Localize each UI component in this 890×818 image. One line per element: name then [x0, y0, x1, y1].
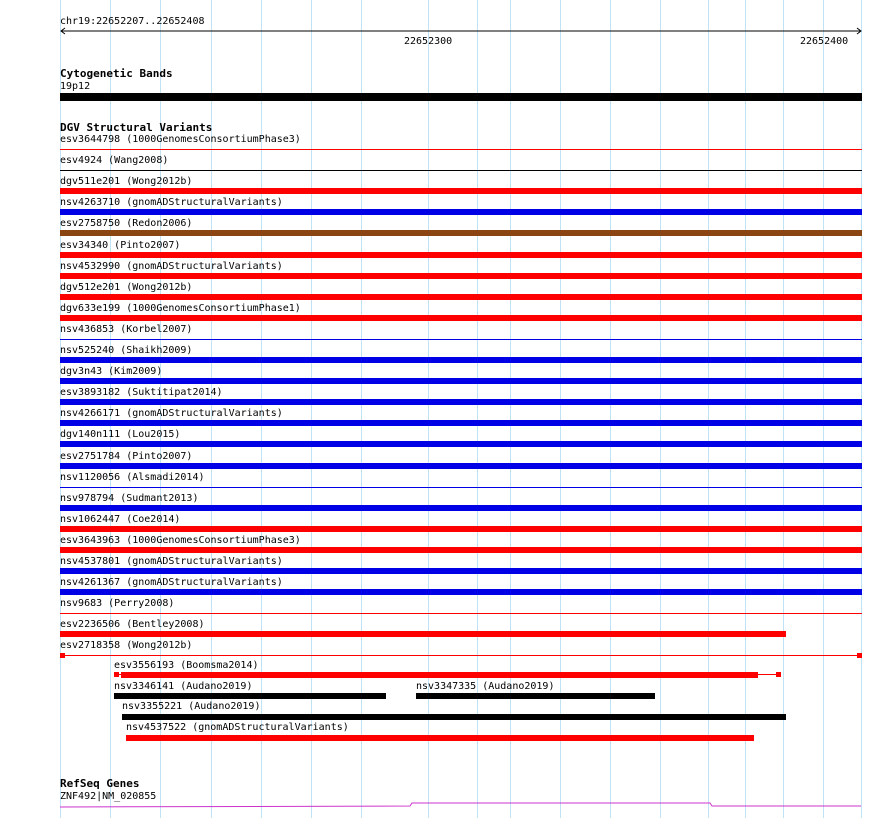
- variant-label[interactable]: esv2758750 (Redon2006): [60, 218, 193, 229]
- variant-bar[interactable]: [60, 547, 862, 553]
- variant-bar[interactable]: [60, 613, 862, 614]
- variant-bar[interactable]: [60, 631, 786, 637]
- variant-label[interactable]: nsv3347335 (Audano2019): [416, 681, 555, 692]
- variant-end-marker: [776, 672, 781, 677]
- variant-bar[interactable]: [126, 735, 754, 741]
- variant-label[interactable]: nsv978794 (Sudmant2013): [60, 493, 199, 504]
- cytoband-label[interactable]: 19p12: [60, 81, 91, 92]
- variant-label[interactable]: esv2751784 (Pinto2007): [60, 451, 193, 462]
- variant-label[interactable]: esv3556193 (Boomsma2014): [114, 660, 259, 671]
- variant-bar[interactable]: [60, 526, 862, 532]
- variant-bar[interactable]: [60, 230, 862, 236]
- variant-bar[interactable]: [60, 463, 862, 469]
- variant-label[interactable]: esv34340 (Pinto2007): [60, 240, 181, 251]
- cytoband-bar[interactable]: [60, 93, 862, 101]
- variant-bar[interactable]: [60, 441, 862, 447]
- variant-bar[interactable]: [122, 714, 786, 720]
- variant-label[interactable]: nsv525240 (Shaikh2009): [60, 345, 193, 356]
- variant-label[interactable]: esv3644798 (1000GenomesConsortiumPhase3): [60, 134, 301, 145]
- variant-bar[interactable]: [60, 170, 862, 171]
- variant-line[interactable]: [60, 655, 862, 656]
- gene-label[interactable]: ZNF492|NM_020855: [60, 791, 157, 802]
- variant-label[interactable]: nsv4532990 (gnomADStructuralVariants): [60, 261, 283, 272]
- variant-label[interactable]: nsv4263710 (gnomADStructuralVariants): [60, 197, 283, 208]
- variant-label[interactable]: esv3893182 (Suktitipat2014): [60, 387, 223, 398]
- refseq-track-title: RefSeq Genes: [60, 777, 140, 790]
- variant-bar[interactable]: [60, 149, 862, 150]
- variant-label[interactable]: nsv1062447 (Coe2014): [60, 514, 181, 525]
- variant-bar[interactable]: [60, 399, 862, 405]
- variant-bar[interactable]: [114, 693, 386, 699]
- variant-label[interactable]: dgv512e201 (Wong2012b): [60, 282, 193, 293]
- variant-label[interactable]: nsv4537801 (gnomADStructuralVariants): [60, 556, 283, 567]
- cytoband-track-title: Cytogenetic Bands: [60, 67, 173, 80]
- variant-bar[interactable]: [60, 487, 862, 488]
- variant-label[interactable]: dgv633e199 (1000GenomesConsortiumPhase1): [60, 303, 301, 314]
- variant-label[interactable]: esv2236506 (Bentley2008): [60, 619, 205, 630]
- variant-bar[interactable]: [60, 568, 862, 574]
- variant-label[interactable]: nsv9683 (Perry2008): [60, 598, 175, 609]
- variant-label[interactable]: nsv3355221 (Audano2019): [122, 701, 261, 712]
- gene-model[interactable]: [0, 798, 890, 810]
- variant-label[interactable]: esv2718358 (Wong2012b): [60, 640, 193, 651]
- variant-label[interactable]: dgv3n43 (Kim2009): [60, 366, 163, 377]
- ruler-tick-label: 22652300: [404, 36, 453, 47]
- variant-end-marker: [114, 672, 119, 677]
- dgv-track-title: DGV Structural Variants: [60, 121, 213, 134]
- variant-bar[interactable]: [60, 505, 862, 511]
- variant-bar[interactable]: [416, 693, 655, 699]
- variant-label[interactable]: dgv140n111 (Lou2015): [60, 429, 181, 440]
- variant-bar[interactable]: [60, 294, 862, 300]
- variant-bar[interactable]: [60, 357, 862, 363]
- variant-bar[interactable]: [121, 672, 758, 678]
- variant-label[interactable]: nsv4266171 (gnomADStructuralVariants): [60, 408, 283, 419]
- variant-bar[interactable]: [60, 188, 862, 194]
- variant-bar[interactable]: [60, 315, 862, 321]
- ruler-tick-label: 22652400: [800, 36, 849, 47]
- variant-end-marker: [857, 653, 862, 658]
- variant-bar[interactable]: [60, 589, 862, 595]
- variant-label[interactable]: dgv511e201 (Wong2012b): [60, 176, 193, 187]
- variant-bar[interactable]: [60, 209, 862, 215]
- variant-label[interactable]: nsv4261367 (gnomADStructuralVariants): [60, 577, 283, 588]
- ruler-position: chr19:22652207..22652408: [60, 16, 205, 27]
- variant-label[interactable]: nsv436853 (Korbel2007): [60, 324, 193, 335]
- variant-label[interactable]: nsv3346141 (Audano2019): [114, 681, 253, 692]
- variant-bar[interactable]: [60, 252, 862, 258]
- variant-label[interactable]: esv3643963 (1000GenomesConsortiumPhase3): [60, 535, 301, 546]
- variant-bar[interactable]: [60, 339, 862, 340]
- variant-end-marker: [60, 653, 65, 658]
- variant-label[interactable]: nsv4537522 (gnomADStructuralVariants): [126, 722, 349, 733]
- variant-bar[interactable]: [60, 420, 862, 426]
- variant-bar[interactable]: [60, 378, 862, 384]
- variant-label[interactable]: esv4924 (Wang2008): [60, 155, 169, 166]
- variant-label[interactable]: nsv1120056 (Alsmadi2014): [60, 472, 205, 483]
- variant-bar[interactable]: [60, 273, 862, 279]
